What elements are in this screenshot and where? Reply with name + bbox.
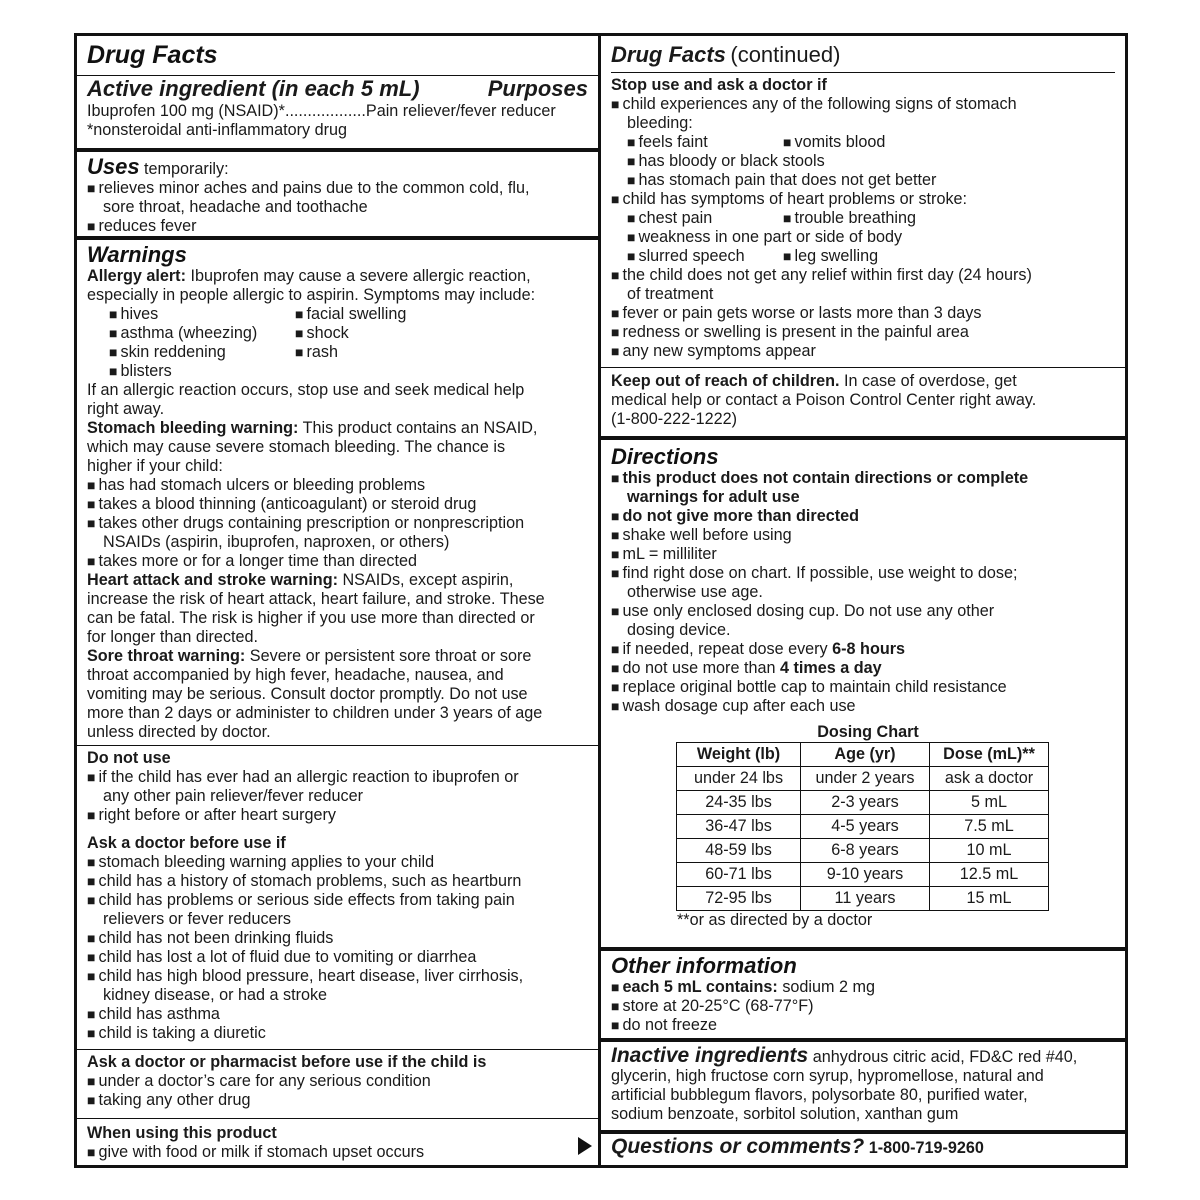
drug-facts-title: Drug Facts <box>87 41 218 69</box>
uses-item: sore throat, headache and toothache <box>103 198 368 216</box>
when-using-heading: When using this product <box>87 1124 277 1142</box>
column-header: Dose (mL)** <box>930 743 1049 767</box>
ask-pharmacist-item: ■ under a doctor’s care for any serious condition <box>87 1072 588 1091</box>
stop-use-heading: Stop use and ask a doctor if <box>611 76 827 94</box>
stop-use-item: ■ child experiences any of the following signs of stomach <box>611 95 1115 114</box>
uses-sub: temporarily: <box>144 160 229 178</box>
column-header: Age (yr) <box>801 743 930 767</box>
direction-item: if needed, repeat dose every <box>622 640 828 658</box>
symptom-item: ■ hives <box>109 305 295 324</box>
ask-doctor-item: ■ child has not been drinking fluids <box>87 929 588 948</box>
age-cell: 9-10 years <box>801 863 930 887</box>
direction-item: ■ find right dose on chart. If possible, use weight to dose; <box>611 564 1115 583</box>
stop-use-item: ■ fever or pain gets worse or lasts more than 3 days <box>611 304 1115 323</box>
uses-item: ■ reduces fever <box>87 217 588 236</box>
stop-use-item: ■ child has symptoms of heart problems or stroke: <box>611 190 1115 209</box>
active-ingredient-section <box>77 75 598 140</box>
age-cell: under 2 years <box>801 767 930 791</box>
inactive-ingredients-section <box>601 1038 1125 1124</box>
continued-title-section <box>601 40 1125 73</box>
weight-cell: 36-47 lbs <box>677 815 801 839</box>
do-not-use-item: any other pain reliever/fever reducer <box>103 787 364 805</box>
direction-item: ■ mL = milliliter <box>611 545 1115 564</box>
ask-doctor-item: ■ child is taking a diuretic <box>87 1024 588 1043</box>
symptom-item: ■ asthma (wheezing) <box>109 324 295 343</box>
sore-throat-text: Severe or persistent sore throat or sore <box>249 647 532 665</box>
when-using-section <box>77 1118 598 1162</box>
weight-cell: 48-59 lbs <box>677 839 801 863</box>
max-doses: 4 times a day <box>779 659 882 677</box>
ask-doctor-item: kidney disease, or had a stroke <box>103 986 328 1004</box>
dosing-chart-row <box>677 791 1049 815</box>
dose-cell: 15 mL <box>930 887 1049 911</box>
direction-item: ■ use only enclosed dosing cup. Do not use any other <box>611 602 1115 621</box>
symptom-item: ■ shock <box>295 324 406 343</box>
drug-facts-continued-title: Drug Facts <box>611 42 726 67</box>
stop-use-item: ■ slurred speech <box>627 247 783 266</box>
active-ingredient-heading: Active ingredient (in each 5 mL) <box>87 76 420 101</box>
stop-use-section <box>601 76 1125 361</box>
direction-item: ■ this product does not contain directions or complete <box>611 469 1115 488</box>
stop-use-item: ■ leg swelling <box>783 247 878 266</box>
stop-use-item: ■ has stomach pain that does not get better <box>611 171 1115 190</box>
stomach-warning-line: which may cause severe stomach bleeding. The chance is <box>87 438 506 456</box>
ask-doctor-item: ■ child has problems or serious side effects from taking pain <box>87 891 588 910</box>
continued-label: (continued) <box>730 42 841 67</box>
do-not-use-heading: Do not use <box>87 749 171 767</box>
keep-out-section <box>601 367 1125 429</box>
direction-item: dosing device. <box>627 621 731 639</box>
direction-item: warnings for adult use <box>627 488 800 506</box>
stop-use-item: bleeding: <box>627 114 693 132</box>
keep-out-text: In case of overdose, get <box>843 372 1017 390</box>
heart-warning-line: increase the risk of heart attack, heart failure, and stroke. These <box>87 590 545 608</box>
allergy-reaction-line: If an allergic reaction occurs, stop use and seek medical help <box>87 381 525 399</box>
dose-interval: 6-8 hours <box>832 640 906 658</box>
dosing-chart-row <box>677 839 1049 863</box>
other-information-section <box>601 947 1125 1035</box>
stop-use-item: ■ trouble breathing <box>783 209 916 228</box>
stop-use-item: ■ any new symptoms appear <box>611 342 1115 361</box>
inactive-line: anhydrous citric acid, FD&C red #40, <box>812 1048 1078 1066</box>
column-header: Weight (lb) <box>677 743 801 767</box>
direction-item: ■ wash dosage cup after each use <box>611 697 1115 716</box>
stop-use-item: of treatment <box>627 285 714 303</box>
do-not-use-item: ■ if the child has ever had an allergic reaction to ibuprofen or <box>87 768 588 787</box>
other-info-item: ■ do not freeze <box>611 1016 1115 1035</box>
questions-phone: 1-800-719-9260 <box>868 1139 984 1157</box>
keep-out-line: medical help or contact a Poison Control Center right away. <box>611 391 1037 409</box>
stop-use-item: ■ the child does not get any relief within first day (24 hours) <box>611 266 1115 285</box>
allergy-alert-line: especially in people allergic to aspirin. Symptoms may include: <box>87 286 536 304</box>
directions-heading: Directions <box>611 444 719 469</box>
ask-doctor-item: ■ child has asthma <box>87 1005 588 1024</box>
nsaid-footnote: *nonsteroidal anti-inflammatory drug <box>87 121 348 139</box>
dose-cell: 12.5 mL <box>930 863 1049 887</box>
stomach-warning-item: NSAIDs (aspirin, ibuprofen, naproxen, or others) <box>103 533 450 551</box>
drug-facts-right-panel <box>598 33 1128 1168</box>
direction-item: ■ do not give more than directed <box>611 507 1115 526</box>
age-cell: 4-5 years <box>801 815 930 839</box>
stomach-warning-item: ■ takes more or for a longer time than directed <box>87 552 588 571</box>
weight-cell: 72-95 lbs <box>677 887 801 911</box>
stop-use-item: ■ has bloody or black stools <box>611 152 1115 171</box>
age-cell: 2-3 years <box>801 791 930 815</box>
heart-warning-line: can be fatal. The risk is higher if you use more than directed or <box>87 609 535 627</box>
stop-use-item: ■ vomits blood <box>783 133 885 152</box>
weight-cell: 60-71 lbs <box>677 863 801 887</box>
stomach-warning-item: ■ has had stomach ulcers or bleeding problems <box>87 476 588 495</box>
heart-warning-label: Heart attack and stroke warning: <box>87 571 338 589</box>
sore-throat-line: throat accompanied by high fever, headache, nausea, and <box>87 666 504 684</box>
sore-throat-line: more than 2 days or administer to children under 3 years of age <box>87 704 543 722</box>
ask-doctor-item: ■ child has a history of stomach problems, such as heartburn <box>87 872 588 891</box>
poison-control-phone: (1-800-222-1222) <box>611 410 737 428</box>
continue-arrow-icon <box>578 1137 592 1155</box>
dose-cell: 7.5 mL <box>930 815 1049 839</box>
uses-item: ■ relieves minor aches and pains due to the common cold, flu, <box>87 179 588 198</box>
drug-facts-title-section <box>77 40 598 70</box>
age-cell: 11 years <box>801 887 930 911</box>
ask-doctor-heading: Ask a doctor before use if <box>87 834 286 852</box>
ask-doctor-item: ■ stomach bleeding warning applies to your child <box>87 853 588 872</box>
uses-section <box>77 148 598 236</box>
inactive-line: artificial bubblegum flavors, polysorbate 80, purified water, <box>611 1086 1028 1104</box>
sodium-value: sodium 2 mg <box>782 978 875 996</box>
active-ingredient-line: Ibuprofen 100 mg (NSAID)*..................Pain reliever/fever reducer <box>87 102 556 120</box>
dosing-chart-row <box>677 815 1049 839</box>
sore-throat-line: unless directed by doctor. <box>87 723 271 741</box>
other-info-item: ■ store at 20-25°C (68-77°F) <box>611 997 1115 1016</box>
sore-throat-label: Sore throat warning: <box>87 647 246 665</box>
symptom-item: ■ facial swelling <box>295 305 406 324</box>
weight-cell: under 24 lbs <box>677 767 801 791</box>
stomach-warning-line: higher if your child: <box>87 457 223 475</box>
stop-use-item: ■ chest pain <box>627 209 783 228</box>
dosing-chart-row <box>677 887 1049 911</box>
dosing-chart-table <box>676 742 1049 911</box>
do-not-use-section <box>77 745 598 825</box>
ask-pharmacist-heading: Ask a doctor or pharmacist before use if the child is <box>87 1053 487 1071</box>
ask-doctor-section <box>77 834 598 1043</box>
questions-heading: Questions or comments? <box>611 1135 865 1158</box>
allergy-alert-text: Ibuprofen may cause a severe allergic reaction, <box>190 267 531 285</box>
inactive-ingredients-heading: Inactive ingredients <box>611 1044 809 1067</box>
stomach-warning-label: Stomach bleeding warning: <box>87 419 299 437</box>
directions-section <box>601 436 1125 930</box>
ask-doctor-item: ■ child has high blood pressure, heart disease, liver cirrhosis, <box>87 967 588 986</box>
dose-cell: ask a doctor <box>930 767 1049 791</box>
active-ingredient-header <box>87 76 588 102</box>
heart-warning-text: NSAIDs, except aspirin, <box>342 571 514 589</box>
stop-use-item: ■ redness or swelling is present in the painful area <box>611 323 1115 342</box>
sodium-label: each 5 mL contains: <box>622 978 778 996</box>
when-using-item: ■ give with food or milk if stomach upset occurs <box>87 1143 588 1162</box>
inactive-line: sodium benzoate, sorbitol solution, xanthan gum <box>611 1105 959 1123</box>
dosing-footnote: **or as directed by a doctor <box>677 911 873 929</box>
stomach-warning-item: ■ takes other drugs containing prescription or nonprescription <box>87 514 588 533</box>
stop-use-item: ■ weakness in one part or side of body <box>611 228 1115 247</box>
heart-warning-line: for longer than directed. <box>87 628 258 646</box>
do-not-use-item: ■ right before or after heart surgery <box>87 806 588 825</box>
ask-pharmacist-section <box>77 1049 598 1110</box>
dosing-chart-title: Dosing Chart <box>817 723 919 741</box>
other-information-heading: Other information <box>611 953 797 978</box>
symptom-item: ■ blisters <box>109 362 295 381</box>
sore-throat-line: vomiting may be serious. Consult doctor promptly. Do not use <box>87 685 528 703</box>
stop-use-item: ■ feels faint <box>627 133 783 152</box>
dose-cell: 5 mL <box>930 791 1049 815</box>
keep-out-label: Keep out of reach of children. <box>611 372 840 390</box>
allergy-reaction-line: right away. <box>87 400 165 418</box>
dose-cell: 10 mL <box>930 839 1049 863</box>
age-cell: 6-8 years <box>801 839 930 863</box>
drug-facts-left-panel <box>74 33 601 1168</box>
dosing-chart-row <box>677 767 1049 791</box>
direction-item: ■ replace original bottle cap to maintain child resistance <box>611 678 1115 697</box>
symptom-item: ■ rash <box>295 343 406 362</box>
warnings-section <box>77 236 598 742</box>
purposes-heading: Purposes <box>487 76 588 101</box>
questions-section <box>601 1130 1125 1158</box>
stomach-warning-text: This product contains an NSAID, <box>302 419 538 437</box>
ask-pharmacist-item: ■ taking any other drug <box>87 1091 588 1110</box>
allergy-alert-label: Allergy alert: <box>87 267 186 285</box>
direction-item: do not use more than <box>622 659 776 677</box>
direction-item: otherwise use age. <box>627 583 763 601</box>
ask-doctor-item: relievers or fever reducers <box>103 910 292 928</box>
stomach-warning-item: ■ takes a blood thinning (anticoagulant) or steroid drug <box>87 495 588 514</box>
symptom-item: ■ skin reddening <box>109 343 295 362</box>
dosing-chart-row <box>677 863 1049 887</box>
warnings-heading: Warnings <box>87 242 187 267</box>
dosing-chart-header-row <box>677 743 1049 767</box>
uses-heading: Uses <box>87 154 140 179</box>
inactive-line: glycerin, high fructose corn syrup, hypromellose, natural and <box>611 1067 1044 1085</box>
weight-cell: 24-35 lbs <box>677 791 801 815</box>
ask-doctor-item: ■ child has lost a lot of fluid due to vomiting or diarrhea <box>87 948 588 967</box>
direction-item: ■ shake well before using <box>611 526 1115 545</box>
